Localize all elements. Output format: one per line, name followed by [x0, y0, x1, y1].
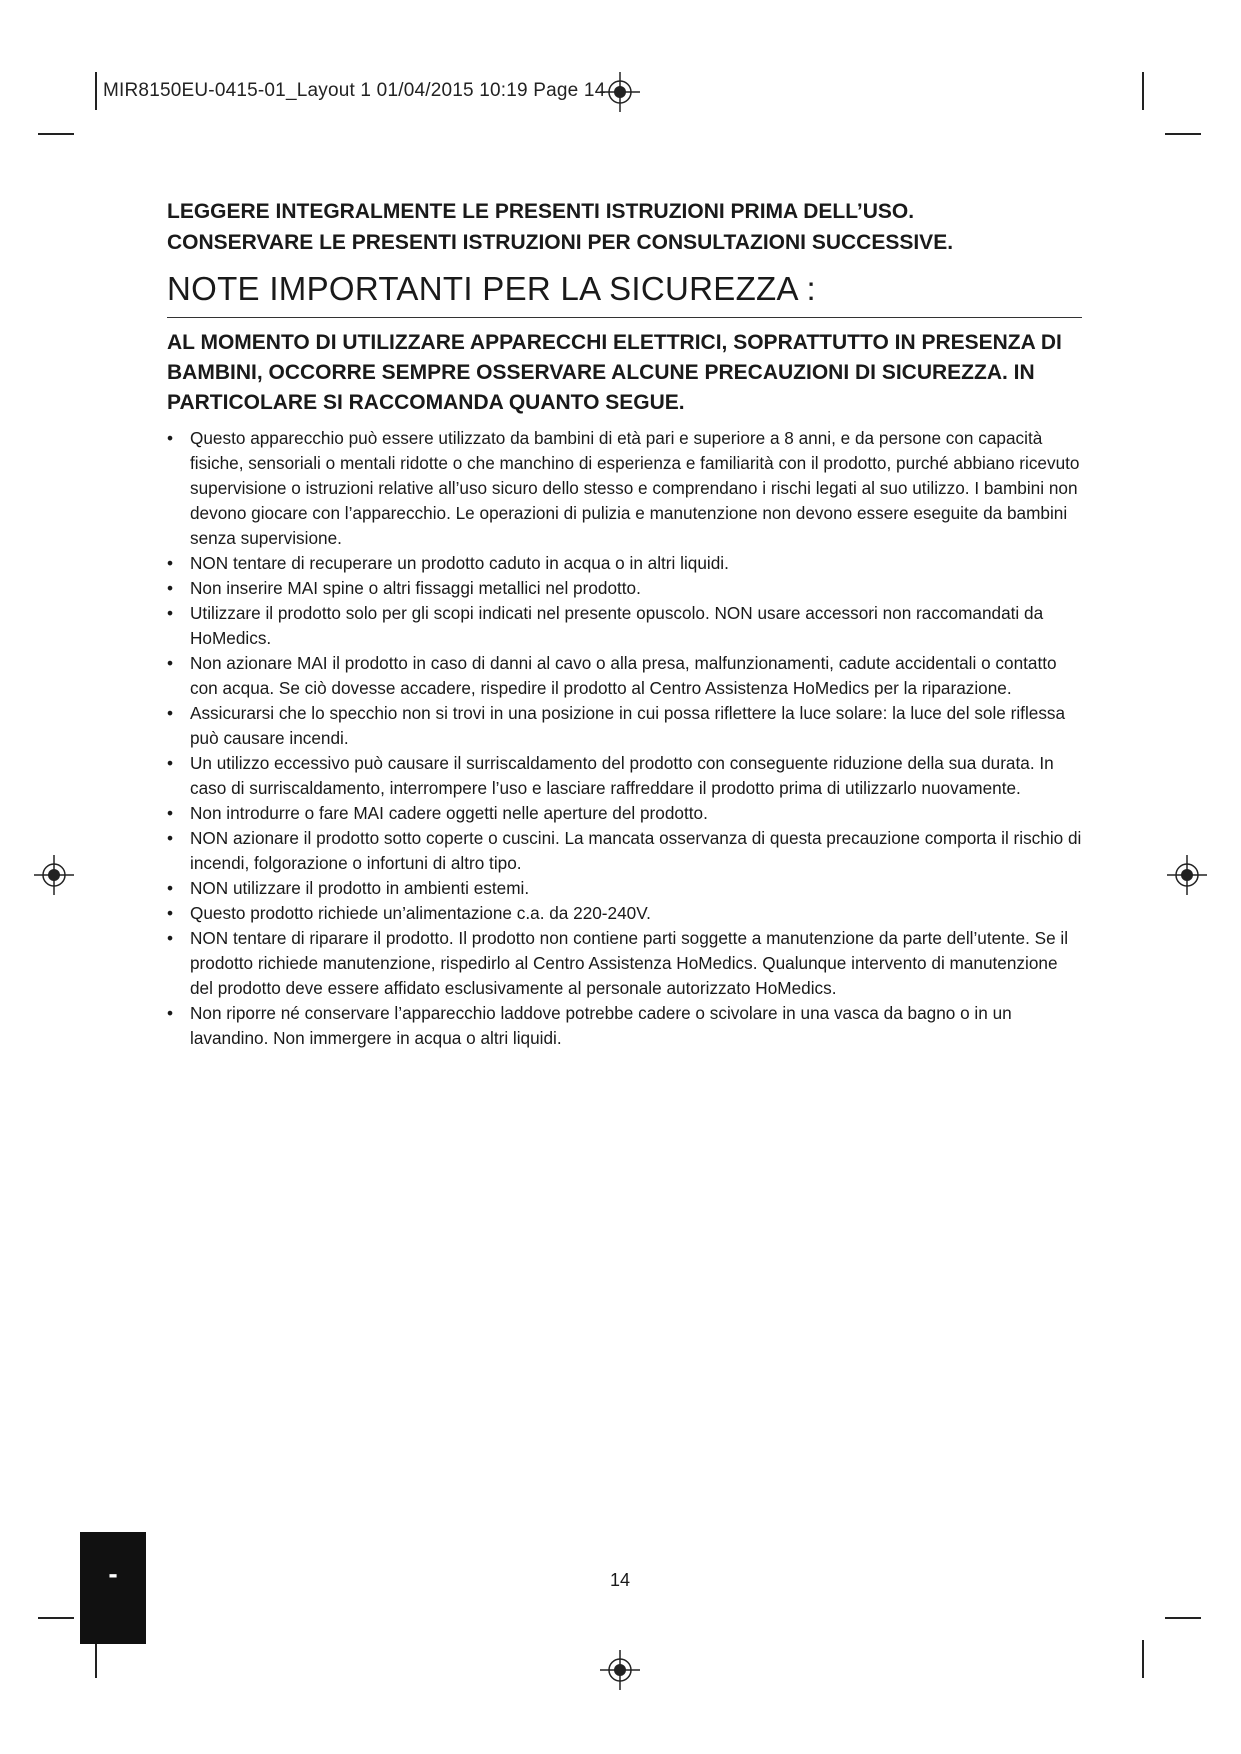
- safety-rule-item: [167, 701, 1082, 751]
- safety-rule-text: Un utilizzo eccessivo può causare il surriscaldamento del prodotto con conseguente riduzione della sua durata. In caso di surriscaldamento, interrompere l’uso e lasciare raffreddare il prodotto prima di utilizzarlo nuovamente.: [190, 753, 1054, 798]
- crop-mark-top-left-horizontal: [38, 133, 74, 135]
- bullet-icon: •: [167, 878, 174, 898]
- safety-rules-list: [167, 426, 1082, 1051]
- safety-rule-item: [167, 1001, 1082, 1051]
- safety-rule-text: NON utilizzare il prodotto in ambienti estemi.: [190, 878, 530, 898]
- crop-mark-top-right-horizontal: [1165, 133, 1201, 135]
- safety-rule-text: Questo prodotto richiede un’alimentazione c.a. da 220-240V.: [190, 903, 651, 923]
- main-content: [167, 196, 1082, 1051]
- safety-rule-text: Non riporre né conservare l’apparecchio laddove potrebbe cadere o scivolare in una vasca da bagno o in un lavandino. Non immergere in acqua o altri liquidi.: [190, 1003, 1012, 1048]
- safety-rule-item: [167, 576, 1082, 601]
- print-slug-line: MIR8150EU-0415-01_Layout 1 01/04/2015 10:19 Page 14: [103, 80, 606, 101]
- safety-rule-text: Questo apparecchio può essere utilizzato da bambini di età pari e superiore a 8 anni, e da persone con capacità fisiche, sensoriali o mentali ridotte o che manchino di esperienza e familiarità con il prodotto, purché abbiano ricevuto supervisione o istruzioni relative all’uso sicuro dello stesso e comprendano i rischi legati al suo utilizzo. I bambini non devono giocare con l’apparecchio. Le operazioni di pulizia e manutenzione non devono essere eseguite da bambini senza supervisione.: [190, 428, 1080, 548]
- safety-rule-text: Non azionare MAI il prodotto in caso di danni al cavo o alla presa, malfunzionamenti, cadute accidentali o contatto con acqua. Se ciò dovesse accadere, rispedire il prodotto al Centro Assistenza HoMedics per la riparazione.: [190, 653, 1057, 698]
- safety-rule-text: Assicurarsi che lo specchio non si trovi in una posizione in cui possa riflettere la luce solare: la luce del sole riflessa può causare incendi.: [190, 703, 1066, 748]
- safety-rule-text: NON tentare di recuperare un prodotto caduto in acqua o in altri liquidi.: [190, 553, 729, 573]
- crop-mark-bottom-right-horizontal: [1165, 1617, 1201, 1619]
- bullet-icon: •: [167, 653, 174, 673]
- intro-line: LEGGERE INTEGRALMENTE LE PRESENTI ISTRUZIONI PRIMA DELL’USO.: [167, 200, 915, 223]
- bullet-icon: •: [167, 828, 174, 848]
- bullet-icon: •: [167, 1003, 174, 1023]
- bullet-icon: •: [167, 578, 174, 598]
- bullet-icon: •: [167, 753, 174, 773]
- registration-mark-top-icon: [600, 72, 640, 112]
- crop-mark-top-right-vertical: [1142, 72, 1144, 110]
- safety-rule-item: [167, 751, 1082, 801]
- bullet-icon: •: [167, 553, 174, 573]
- bullet-icon: •: [167, 928, 174, 948]
- safety-rule-item: [167, 551, 1082, 576]
- bullet-icon: •: [167, 903, 174, 923]
- page-number: 14: [609, 1570, 631, 1590]
- safety-rule-item: [167, 826, 1082, 876]
- registration-mark-left-icon: [34, 855, 74, 895]
- safety-rule-item: [167, 926, 1082, 1001]
- bullet-icon: •: [167, 603, 174, 623]
- registration-mark-right-icon: [1167, 855, 1207, 895]
- safety-rule-text: NON azionare il prodotto sotto coperte o cuscini. La mancata osservanza di questa precauzione comporta il rischio di incendi, folgorazione o infortuni di altro tipo.: [190, 828, 1082, 873]
- crop-mark-bottom-left-vertical: [95, 1640, 97, 1678]
- crop-mark-bottom-left-horizontal: [38, 1617, 74, 1619]
- language-tab: [80, 1532, 146, 1644]
- safety-rule-item: [167, 876, 1082, 901]
- safety-rule-text: Utilizzare il prodotto solo per gli scopi indicati nel presente opuscolo. NON usare accessori non raccomandati da HoMedics.: [190, 603, 1044, 648]
- safety-rule-item: [167, 801, 1082, 826]
- bullet-icon: •: [167, 703, 174, 723]
- safety-rule-text: Non introdurre o fare MAI cadere oggetti nelle aperture del prodotto.: [190, 803, 708, 823]
- language-tab-label: -: [108, 1558, 118, 1589]
- bullet-icon: •: [167, 803, 174, 823]
- safety-rule-item: [167, 651, 1082, 701]
- safety-rule-item: [167, 601, 1082, 651]
- safety-rule-item: [167, 426, 1082, 551]
- safety-warning: AL MOMENTO DI UTILIZZARE APPARECCHI ELETTRICI, SOPRATTUTTO IN PRESENZA DI BAMBINI, OCCORRE SEMPRE OSSERVARE ALCUNE PRECAUZIONI DI SICUREZZA. IN PARTICOLARE SI RACCOMANDA QUANTO SEGUE.: [167, 331, 1062, 414]
- safety-rule-text: Non inserire MAI spine o altri fissaggi metallici nel prodotto.: [190, 578, 641, 598]
- safety-rule-text: NON tentare di riparare il prodotto. Il prodotto non contiene parti soggette a manutenzione da parte dell’utente. Se il prodotto richiede manutenzione, rispedirlo al Centro Assistenza HoMedics. Qualunque intervento di manutenzione del prodotto deve essere affidato esclusivamente al personale autorizzato HoMedics.: [190, 928, 1069, 998]
- safety-rule-item: [167, 901, 1082, 926]
- crop-mark-top-left-vertical: [95, 72, 97, 110]
- intro-heading: [167, 196, 1082, 258]
- registration-mark-bottom-icon: [600, 1650, 640, 1690]
- section-title: NOTE IMPORTANTI PER LA SICUREZZA :: [167, 269, 1082, 318]
- bullet-icon: •: [167, 428, 174, 448]
- intro-line: CONSERVARE LE PRESENTI ISTRUZIONI PER CONSULTAZIONI SUCCESSIVE.: [167, 231, 954, 254]
- crop-mark-bottom-right-vertical: [1142, 1640, 1144, 1678]
